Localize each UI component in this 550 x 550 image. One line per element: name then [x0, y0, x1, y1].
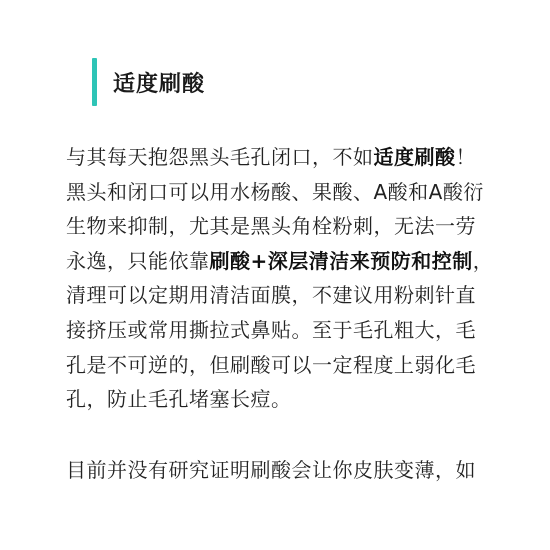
intro-highlight: 适度刷酸 — [373, 145, 456, 169]
body-text: 黑头和闭口可以用水杨酸、果酸、A酸和A酸衍生物来抑制，尤其是黑头角栓粉刺，无法一劳永逸，只能依靠 — [66, 179, 484, 273]
paragraph-2: 目前并没有研究证明刷酸会让你皮肤变薄，如 — [66, 457, 476, 482]
article-body — [66, 140, 496, 487]
body-text-continued: ，清理可以定期用清洁面膜，不建议用粉刺针直接挤压或常用撕拉式鼻贴。至于毛孔粗大，毛孔是不可逆的，但刷酸可以一定程度上弱化毛孔，防止毛孔堵塞长痘。 — [66, 248, 494, 412]
paragraph-1 — [66, 140, 496, 417]
intro-text: 与其每天抱怨黑头毛孔闭口，不如 — [66, 145, 374, 169]
accent-bar — [92, 58, 97, 106]
section-title: 适度刷酸 — [113, 71, 206, 97]
section-header — [92, 58, 205, 106]
intro-punct: ！ — [455, 145, 476, 169]
paragraph-gap — [66, 417, 496, 453]
body-highlight: 刷酸+深层清洁来预防和控制 — [209, 248, 473, 273]
